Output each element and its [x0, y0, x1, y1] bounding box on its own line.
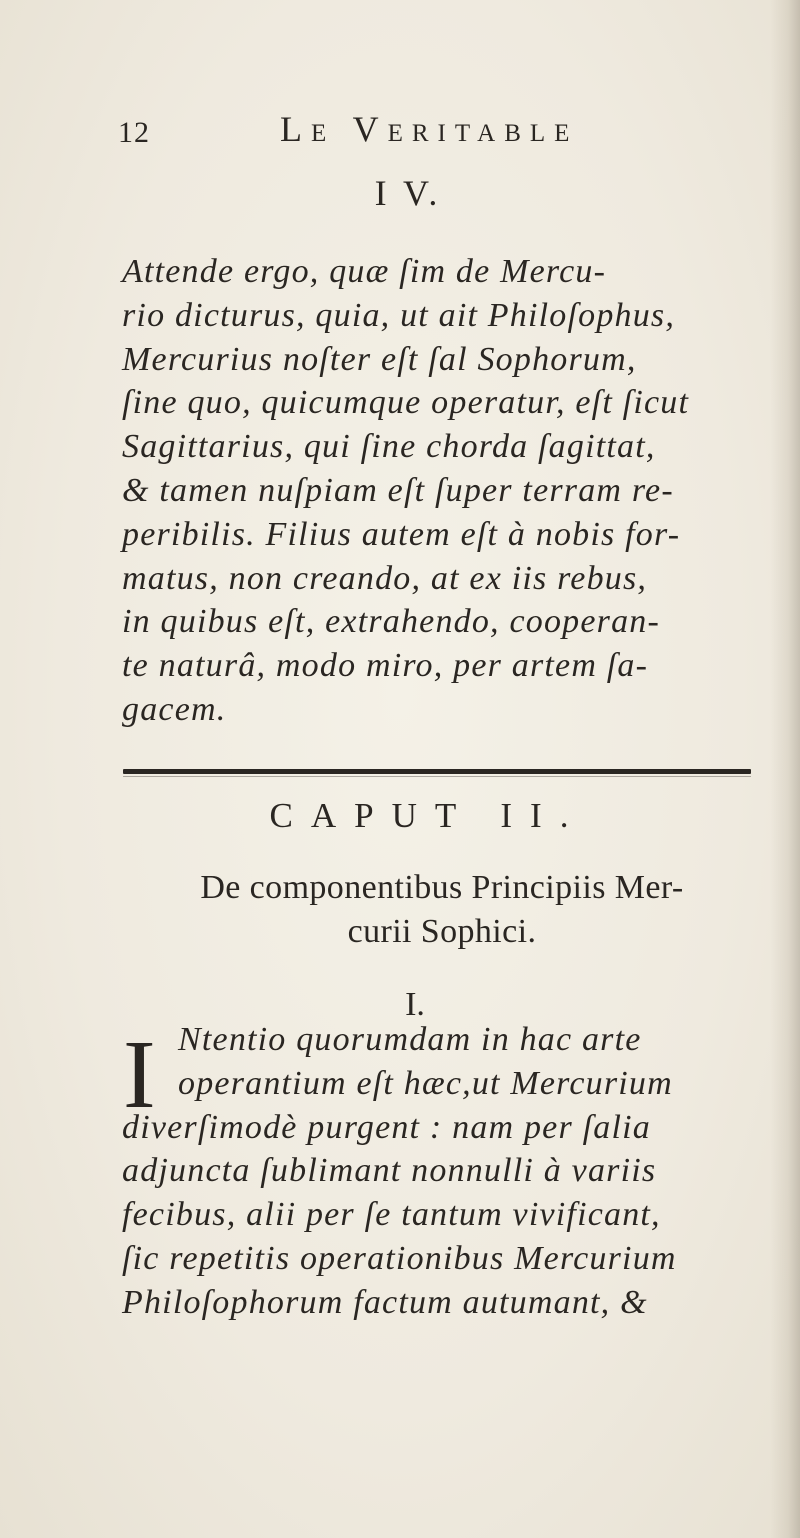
- paragraph-line: Mercurius noſter eſt ſal Sophorum,: [122, 340, 637, 378]
- paragraph-line: Ntentio quorumdam in hac arte: [178, 1021, 642, 1058]
- paragraph-line: adjuncta ſublimant nonnulli à variis: [122, 1152, 657, 1190]
- chapter-divider-rule: [123, 769, 751, 774]
- paragraph-line: Sagittarius, qui ſine chorda ſagittat,: [122, 428, 656, 466]
- subsection-number: I.: [405, 986, 425, 1023]
- chapter-title: [122, 866, 762, 954]
- running-head: [118, 108, 678, 152]
- section-number: [0, 172, 800, 214]
- paragraph-line: peribilis. Filius autem eſt à nobis for-: [122, 515, 681, 553]
- page-edge-shadow: [770, 0, 800, 1538]
- running-title: Le Veritable: [280, 109, 579, 149]
- drop-cap: I: [123, 1021, 156, 1129]
- section-number-text: I V.: [374, 173, 442, 213]
- paragraph-line: operantium eſt hæc,ut Mercurium: [178, 1064, 673, 1102]
- paragraph-line: in quibus eſt, extrahendo, cooperan-: [122, 603, 660, 641]
- paragraph-line: te naturâ, modo miro, per artem ſa-: [122, 647, 649, 685]
- paragraph-line: matus, non creando, at ex iis rebus,: [122, 559, 648, 597]
- paragraph-line: ſine quo, quicumque operatur, eſt ſicut: [122, 384, 690, 422]
- section-paragraph: [122, 250, 762, 732]
- chapter-title-line: De componentibus Principiis Mer-: [200, 869, 684, 906]
- paragraph-line: Philoſophorum factum autumant, &: [122, 1283, 648, 1321]
- paragraph-line: & tamen nuſpiam eſt ſuper terram re-: [122, 471, 674, 509]
- page-number: 12: [118, 116, 150, 149]
- paragraph-line: rio dicturus, quia, ut ait Philoſophus,: [122, 296, 676, 334]
- chapter-title-line: curii Sophici.: [347, 913, 537, 950]
- paragraph-line: ſic repetitis operationibus Mercurium: [122, 1239, 677, 1277]
- chapter-divider-rule-thin: [123, 776, 751, 777]
- paragraph-line: gacem.: [122, 690, 227, 728]
- chapter-paragraph: [122, 1018, 768, 1325]
- chapter-heading: CAPUT II.: [269, 796, 587, 835]
- paragraph-line: Attende ergo, quæ ſim de Mercu-: [122, 253, 607, 290]
- paragraph-line: diverſimodè purgent : nam per ſalia: [122, 1108, 651, 1146]
- paragraph-line: fecibus, alii per ſe tantum vivificant,: [122, 1196, 661, 1234]
